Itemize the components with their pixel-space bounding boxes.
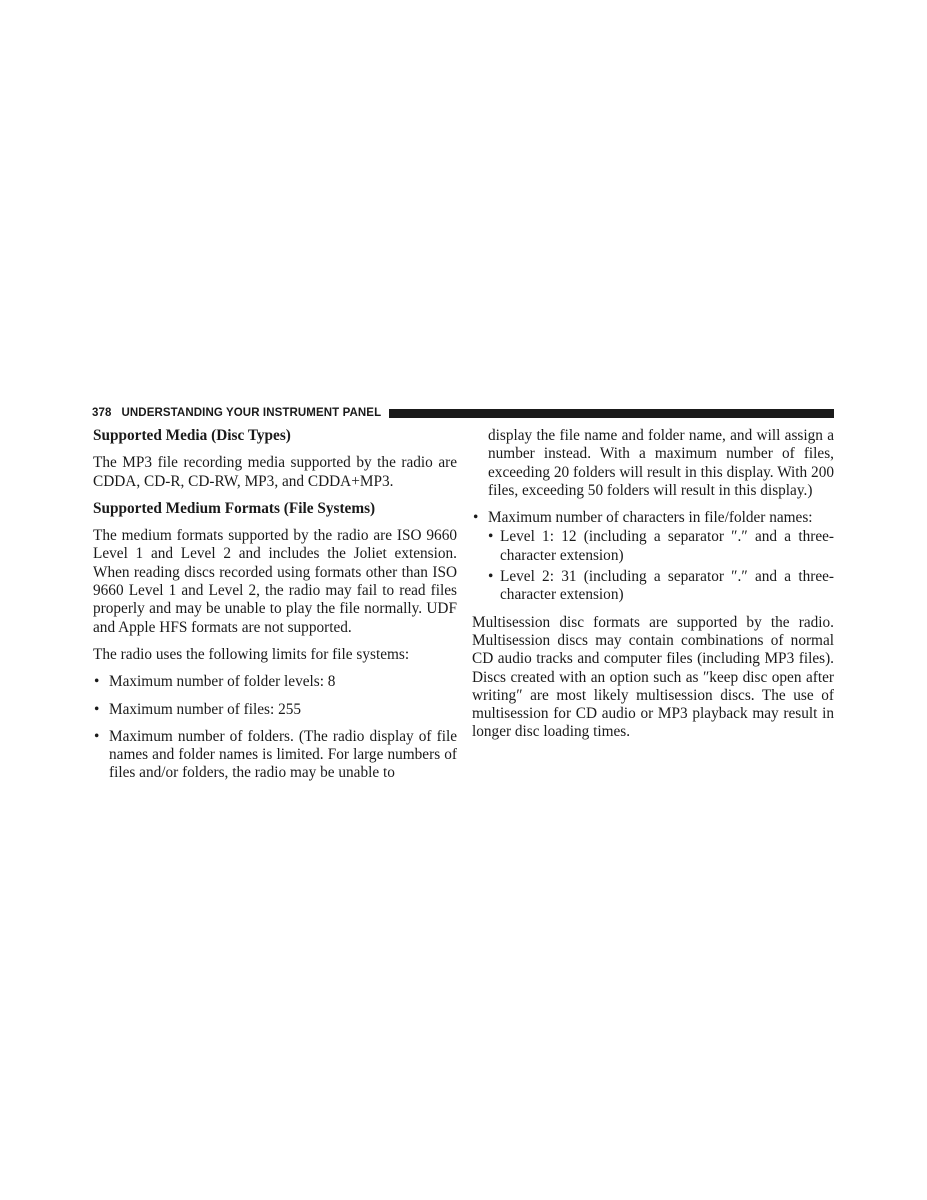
heading-supported-media: Supported Media (Disc Types) xyxy=(93,427,291,444)
bullet-icon: • xyxy=(94,727,100,745)
heading-supported-formats: Supported Medium Formats (File Systems) xyxy=(93,499,376,517)
sub-list-item xyxy=(488,528,834,565)
bullet-icon: • xyxy=(473,509,479,527)
paragraph-multisession: Multisession disc formats are supported by the radio. Multisession discs may contain combinations of normal CD audio tracks and computer files (including MP3 files). Discs created with an option such as ″keep disc open after writing″ are most likely multisession discs. The use of multisession for CD audio or MP3 playback may result in longer disc loading times. xyxy=(472,613,834,741)
list-item xyxy=(472,509,834,604)
list-item-text: Maximum number of folders. (The radio display of file names and folder names is limited. For large numbers of files and/or folders, the radio may be unable to xyxy=(109,727,457,782)
page-number: 378 xyxy=(92,407,112,419)
paragraph-limits-intro: The radio uses the following limits for file systems: xyxy=(93,645,410,663)
sub-list-item-text: Level 1: 12 (including a separator ″.″ and a three-character extension) xyxy=(500,528,834,564)
list-item-text: Maximum number of files: 255 xyxy=(109,700,302,718)
paragraph-media-types: The MP3 file recording media supported by the radio are CDDA, CD-R, CD-RW, MP3, and CDDA+MP3. xyxy=(93,454,457,490)
bullet-icon: • xyxy=(488,528,494,546)
section-title: UNDERSTANDING YOUR INSTRUMENT PANEL xyxy=(121,407,382,419)
bullet-continuation: display the file name and folder name, and will assign a number instead. With a maximum number of files, exceeding 20 folders will result in this display. With 200 files, exceeding 50 folders will result in this display.) xyxy=(488,427,834,499)
page-header xyxy=(92,405,834,421)
list-item xyxy=(93,701,457,719)
bullet-icon: • xyxy=(94,673,100,691)
right-column xyxy=(472,427,834,751)
header-rule xyxy=(389,409,834,418)
sub-list-item-text: Level 2: 31 (including a separator ″.″ and a three-character extension) xyxy=(500,568,834,604)
bullet-icon: • xyxy=(488,568,494,586)
paragraph-medium-formats: The medium formats supported by the radio are ISO 9660 Level 1 and Level 2 and includes the Joliet extension. When reading discs recorded using formats other than ISO 9660 Level 1 and Level 2, the radio may fail to read files properly and may be unable to play the file normally. UDF and Apple HFS formats are not supported. xyxy=(93,527,457,636)
sub-list-item xyxy=(488,568,834,605)
list-item xyxy=(93,728,457,783)
bullet-icon: • xyxy=(94,700,100,718)
limits-list xyxy=(93,673,457,782)
sub-list xyxy=(488,528,834,604)
character-limits-list xyxy=(472,509,834,604)
left-column xyxy=(93,427,457,792)
list-item-text: Maximum number of characters in file/folder names: xyxy=(488,509,813,527)
list-item-text: Maximum number of folder levels: 8 xyxy=(109,673,336,691)
list-item xyxy=(93,673,457,691)
